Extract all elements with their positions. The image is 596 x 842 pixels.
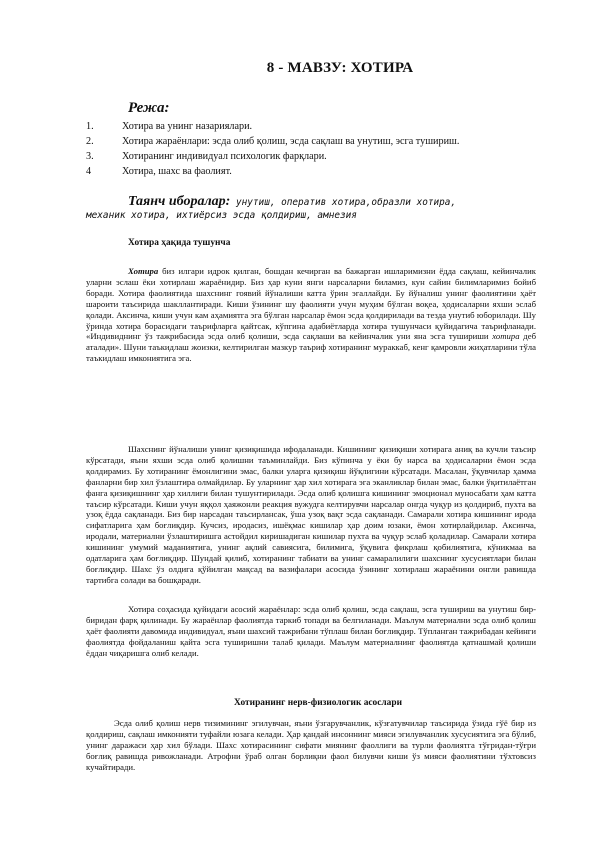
paragraph-1-text-b: деб аталади». Шуни таъкидлаш жоизки, келтирилган мазкур таъриф хотиранинг мураккаб, кенг қамровли жиҳатларини тўла таъкидлаш имкониятига эга. xyxy=(86,331,536,364)
plan-list xyxy=(86,119,459,179)
plan-item xyxy=(86,119,459,134)
plan-item-number: 2. xyxy=(86,136,94,147)
paragraph-3 xyxy=(86,604,536,659)
section-heading-neurophysiology: Хотиранинг нерв-физиологик асослари xyxy=(234,698,402,708)
keywords-line-1: унутиш, оператив хотира,образли хотира, xyxy=(230,197,457,208)
plan-item-text: Хотира жараёнлари: эсда олиб қолиш, эсда сақлаш ва унутиш, эсга тушириш. xyxy=(122,136,460,147)
paragraph-2 xyxy=(86,444,536,586)
paragraph-4-text: Эсда олиб қолиш нерв тизимининг эгилувчан, яъни ўзгарувчанлик, кўзғатувчилар таъсирида ўзида гўё бир из қолдириш, сақлаш имконияти туфайли юзага келади. Ҳар қандай инсоннинг мияси эгилувчанлик хусусиятига эга бўлиб, унинг даражаси ҳар хил бўлади. Шахс хотирасининг сифати миянинг фаоллиги ва турли фаолиятга тўғридан-тўғри боғлиқ равишда ривожланади. Атрофни ўраб олган борлиқни фаол билувчи киши ўз мияси фаолиятини тўхтовсиз кучайтиради. xyxy=(86,718,536,772)
plan-item xyxy=(86,164,459,179)
term-memory: Хотира xyxy=(128,266,159,276)
plan-item-number: 3. xyxy=(86,151,94,162)
keywords-line-2: механик хотира, ихтиёрсиз эсда қолдириш, амнезия xyxy=(86,210,357,221)
keywords-block xyxy=(86,195,536,222)
paragraph-1-text-a: биз илгари идрок қилган, бошдан кечирган ва бажарган ишларимизни ёдда сақлаш, кейинчалик уларни эслаш ёки хотирлаш жараёнидир. Биз ҳар куни янги нарсаларни биламиз, кун сайин билимларимиз бойиб боради. Хотира фаолиятида шахснинг гоявий йўналиши катта ўрин эгаллайди. Бу йўналиш унинг фаолиятини ҳаёт шароити таъсирида шакллантиради. Киши ўзининг шу фаолияти учун муҳим бўлган воқеа, ҳодисаларни яхши эслаб қолади. Аксинча, киши учун кам аҳамиятга эга бўлган нарсалар ёмон эсда қолдирилади ва тезда унутиб юборилади. Шу ўринда хотира борасидаги таърифларга қайтсак, кўпгина адабиётларда хотира тушунчаси қуйидагича таърифланади. «Индивиднинг ўз тажрибасида эсда олиб қолиши, эсда сақлаши ва кейинчалик уни яна эсга тушириши xyxy=(86,266,536,342)
paragraph-2-text: Шахснинг йўналиши унинг қизиқишида ифодаланади. Кишининг қизиқиши хотирага аниқ ва кучли таъсир кўрсатади, яъни яхши эсда олиб қолишни таъминлайди. Биз кўпинча у ёки бу нарса ва ҳодисаларни ёмон эсда қолдирамиз. Бу хотиранинг ёмонлигини эмас, балки уларга қизиқиш йўқлигини кўрсатади. Масалан, ўқувчилар ҳамма фанларни бир хил ўзлаштира олмайдилар. Бу уларнинг ҳар хил хотирага эга эканликлар билан эмас, балки ўқитилаётган фанга қизиқишнинг ҳар хиллиги билан тушунтирилади. Эсда олиб қолишга кишининг эмоционал муносабати ҳам катта таъсир кўрсатади. Киши учун яққол ҳаяжонли реакция вужудга келтирувчи нарсалар онгда чуқур из қолдириб, пухта ва узоқ ёдда сақланади. Биз бир нарсадан таъсирлансак, ўша узоқ вақт эсда сақланади. Самарали хотира кишининг ирода сифатларига ҳам боғлиқдир. Кучсиз, иродасиз, ишёқмас кишилар ҳар доим юзаки, ёмон хотирлайдилар. Аксинча, иродали, материални ўзлаштиришга астойдил киришадиган кишилар пухта ва чуқур эслаб қоладилар. Самарали хотира кишининг умумий маданиятига, унинг ақлий савиясига, билимига, ўқувига фикрлаш қобилиятига, кўникмаа ва одатларига ҳам боғлиқдир. Шундай қилиб, хотиранинг табиати ва унинг самаралилиги шахснинг хусусиятлари билан боғлиқдир. Шахс ўз олдига қўйилган мақсад ва вазифалари асосида ўзининг хотирлаш жараёнини онгли равишда тартибга солади ва бошқаради. xyxy=(86,444,536,585)
plan-heading: Режа: xyxy=(128,100,170,116)
term-memory-inline: хотира xyxy=(492,331,520,342)
keywords-label: Таянч иборалар: xyxy=(128,194,231,209)
plan-item-text: Хотира, шахс ва фаолият. xyxy=(122,166,232,177)
plan-item-text: Хотиранинг индивидуал психологик фарқлари. xyxy=(122,151,327,162)
plan-item-number: 4 xyxy=(86,166,92,177)
paragraph-4 xyxy=(86,718,536,773)
plan-item xyxy=(86,134,459,149)
paragraph-3-text: Хотира соҳасида қуйидаги асосий жараёнлар: эсда олиб қолиш, эсда сақлаш, эсга тушириш ва унутиш бир-биридан фарқ қилинади. Бу жараёнлар фаолиятда таркиб топади ва белгиланади. Маълум материални эсда олиб қолиш ҳаёт фаолияти давомида индивидуал, яъни шахсий тажрибани тўплаш билан боғлиқдир. Тўпланган тажрибадан кейинги фаолиятда фойдаланиш қайта эсга туширишни талаб қилади. Маълум материалнинг фаолиятда қатнашмай қолиши ёддан чиқаришга олиб келади. xyxy=(86,604,536,658)
plan-item-number: 1. xyxy=(86,121,94,132)
page-title: 8 - МАВЗУ: ХОТИРА xyxy=(266,60,414,76)
paragraph-1 xyxy=(86,266,536,364)
plan-item xyxy=(86,149,459,164)
section-heading-memory-concept: Хотира ҳақида тушунча xyxy=(128,238,231,248)
plan-item-text: Хотира ва унинг назариялари. xyxy=(122,121,253,132)
